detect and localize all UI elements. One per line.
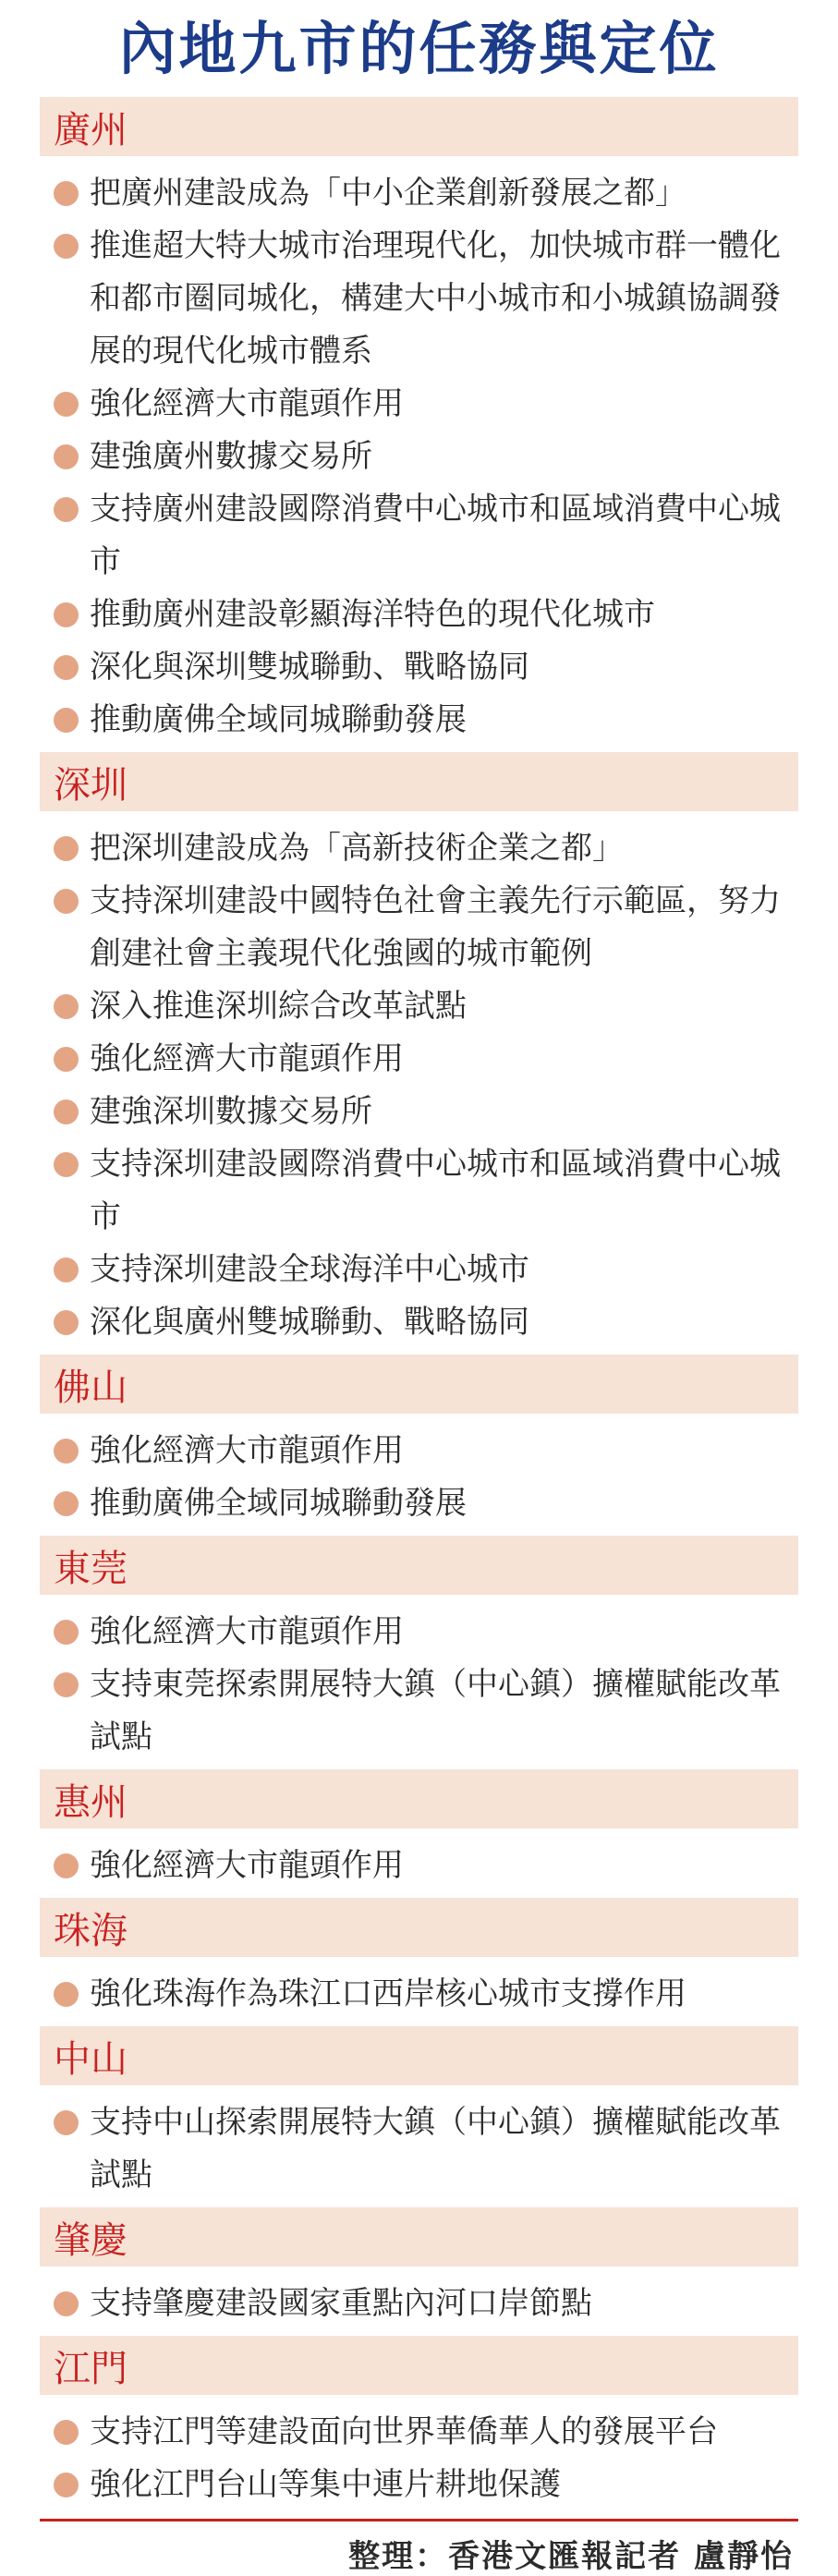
city-sections xyxy=(0,88,838,2511)
section-header-city: 中山 xyxy=(40,2026,798,2085)
list-item xyxy=(40,483,798,589)
bullet-dot-icon xyxy=(54,444,79,469)
list-item xyxy=(40,1244,798,1296)
bullet-dot-icon xyxy=(54,1439,79,1464)
list-item xyxy=(40,1086,798,1138)
bullet-dot-icon xyxy=(54,1672,79,1697)
bullet-dot-icon xyxy=(54,994,79,1019)
bullet-dot-icon xyxy=(54,1258,79,1282)
list-item xyxy=(40,1606,798,1659)
footer-divider xyxy=(40,2519,798,2521)
list-item-text: 支持肇慶建設國家重點內河口岸節點 xyxy=(90,2285,592,2322)
list-item xyxy=(40,1968,798,2021)
list-item-text: 強化經濟大市龍頭作用 xyxy=(90,1040,404,1077)
section-header-city: 佛山 xyxy=(40,1355,798,1414)
list-item xyxy=(40,641,798,694)
list-item-text: 支持東莞探索開展特大鎮（中心鎮）擴權賦能改革試點 xyxy=(90,1666,781,1756)
section-header-city: 東莞 xyxy=(40,1536,798,1595)
list-item-text: 強化江門台山等集中連片耕地保護 xyxy=(90,2466,561,2503)
list-item-text: 強化經濟大市龍頭作用 xyxy=(90,1613,404,1650)
list-item-text: 推動廣州建設彰顯海洋特色的現代化城市 xyxy=(90,596,655,633)
list-item xyxy=(40,1659,798,1764)
list-item-text: 推動廣佛全域同城聯動發展 xyxy=(90,701,467,738)
bullet-dot-icon xyxy=(54,708,79,733)
bullet-dot-icon xyxy=(54,181,79,206)
list-item-text: 支持深圳建設國際消費中心城市和區域消費中心城市 xyxy=(90,1146,781,1235)
bullet-dot-icon xyxy=(54,2420,79,2445)
list-item-text: 支持深圳建設中國特色社會主義先行示範區，努力創建社會主義現代化強國的城市範例 xyxy=(90,882,781,972)
list-item xyxy=(40,431,798,483)
section-header-city: 肇慶 xyxy=(40,2207,798,2266)
section-header-city: 江門 xyxy=(40,2336,798,2395)
list-item xyxy=(40,1477,798,1530)
bullet-dot-icon xyxy=(54,1047,79,1072)
bullet-dot-icon xyxy=(54,1100,79,1124)
bullet-dot-icon xyxy=(54,889,79,914)
list-item xyxy=(40,1840,798,1892)
list-item-text: 強化經濟大市龍頭作用 xyxy=(90,1432,404,1469)
list-item-text: 支持廣州建設國際消費中心城市和區域消費中心城市 xyxy=(90,491,781,580)
bullet-dot-icon xyxy=(54,1982,79,2007)
list-item xyxy=(40,378,798,431)
bullet-dot-icon xyxy=(54,836,79,861)
list-item-text: 支持江門等建設面向世界華僑華人的發展平台 xyxy=(90,2413,718,2450)
bullet-dot-icon xyxy=(54,2473,79,2497)
list-item xyxy=(40,589,798,641)
list-item xyxy=(40,1033,798,1086)
bullet-dot-icon xyxy=(54,234,79,259)
list-item-text: 強化經濟大市龍頭作用 xyxy=(90,1847,404,1884)
bullet-dot-icon xyxy=(54,1310,79,1335)
list-item-text: 支持中山探索開展特大鎮（中心鎮）擴權賦能改革試點 xyxy=(90,2104,781,2193)
bullet-dot-icon xyxy=(54,2291,79,2316)
list-item xyxy=(40,2278,798,2330)
list-item xyxy=(40,2406,798,2459)
list-item xyxy=(40,822,798,875)
list-item-text: 強化經濟大市龍頭作用 xyxy=(90,385,404,422)
list-item-text: 深入推進深圳綜合改革試點 xyxy=(90,988,467,1025)
list-item-text: 強化珠海作為珠江口西岸核心城市支撐作用 xyxy=(90,1975,686,2012)
bullet-dot-icon xyxy=(54,1853,79,1878)
bullet-dot-icon xyxy=(54,2110,79,2135)
list-item xyxy=(40,2096,798,2202)
list-item xyxy=(40,980,798,1033)
bullet-dot-icon xyxy=(54,655,79,680)
list-item-text: 把深圳建設成為「高新技術企業之都」 xyxy=(90,830,624,867)
list-item xyxy=(40,1425,798,1477)
list-item-text: 推動廣佛全域同城聯動發展 xyxy=(90,1485,467,1522)
bullet-dot-icon xyxy=(54,602,79,627)
section-header-city: 廣州 xyxy=(40,97,798,156)
list-item-text: 建強廣州數據交易所 xyxy=(90,438,372,475)
section-header-city: 惠州 xyxy=(40,1769,798,1829)
list-item-text: 把廣州建設成為「中小企業創新發展之都」 xyxy=(90,175,686,212)
list-item-text: 深化與廣州雙城聯動、戰略協同 xyxy=(90,1304,529,1341)
bullet-dot-icon xyxy=(54,392,79,417)
list-item xyxy=(40,1138,798,1244)
byline: 整理：香港文匯報記者 盧靜怡 xyxy=(348,2538,794,2575)
bullet-dot-icon xyxy=(54,497,79,522)
page-title: 內地九市的任務與定位 xyxy=(118,15,720,82)
list-item xyxy=(40,220,798,378)
list-item-text: 推進超大特大城市治理現代化，加快城市群一體化和都市圈同城化，構建大中小城市和小城鎮協調發展的現代化城市體系 xyxy=(90,227,781,370)
list-item-text: 深化與深圳雙城聯動、戰略協同 xyxy=(90,649,529,686)
list-item xyxy=(40,694,798,747)
bullet-dot-icon xyxy=(54,1620,79,1645)
section-header-city: 深圳 xyxy=(40,752,798,811)
list-item xyxy=(40,167,798,220)
list-item xyxy=(40,2459,798,2511)
bullet-dot-icon xyxy=(54,1491,79,1516)
list-item-text: 建強深圳數據交易所 xyxy=(90,1093,372,1130)
list-item xyxy=(40,875,798,980)
bullet-dot-icon xyxy=(54,1152,79,1177)
section-header-city: 珠海 xyxy=(40,1898,798,1957)
list-item xyxy=(40,1296,798,1349)
list-item-text: 支持深圳建設全球海洋中心城市 xyxy=(90,1251,529,1288)
